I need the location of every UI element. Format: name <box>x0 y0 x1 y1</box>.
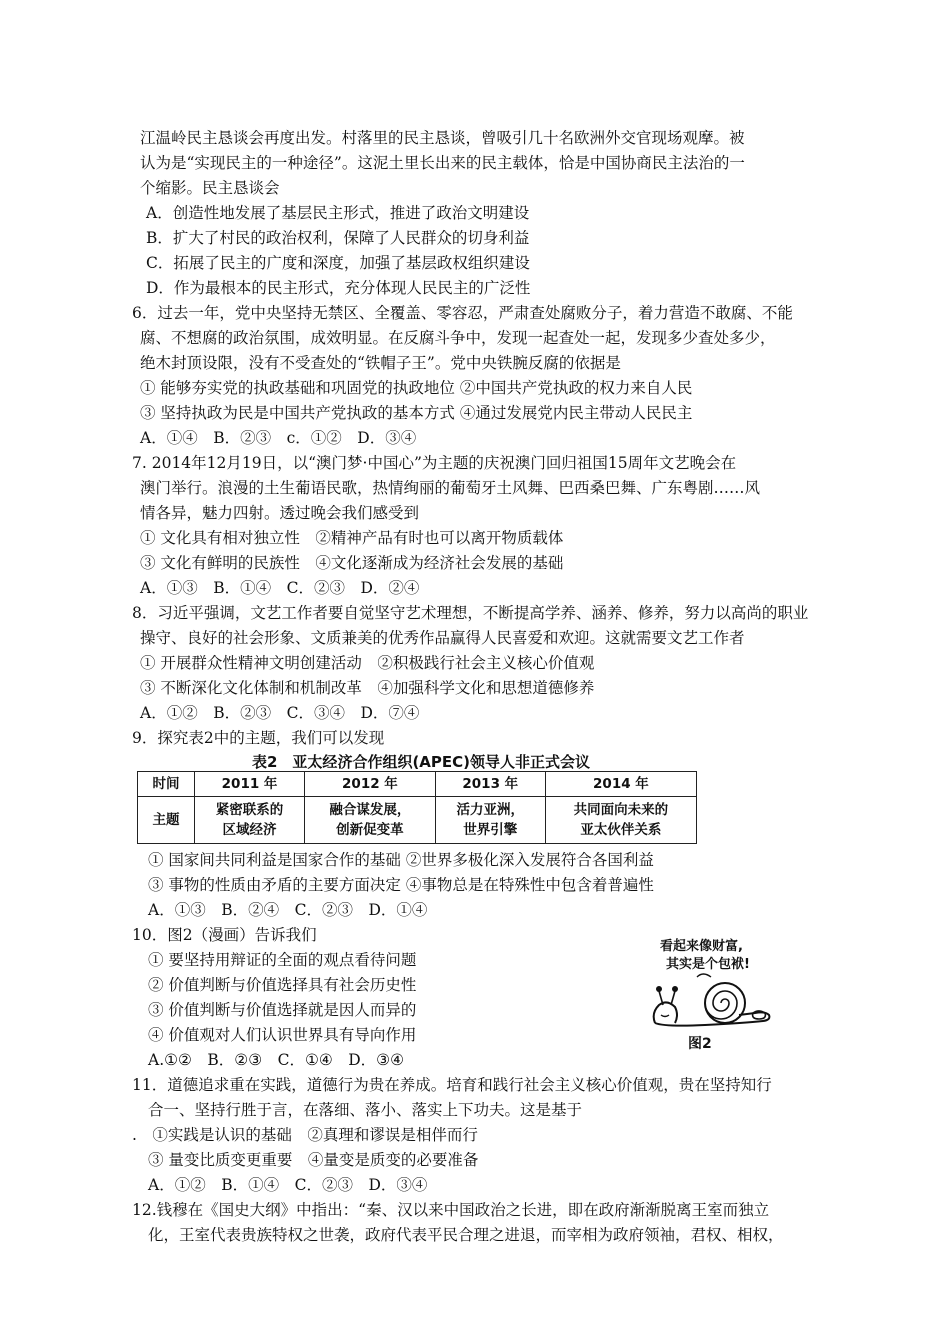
table-year-2013: 2013 年 <box>435 772 545 797</box>
q8-stem-line-1: 8．习近平强调，文艺工作者要自觉坚守艺术理想，不断提高学养、涵养、修养，努力以高尚的职业 <box>132 604 809 622</box>
q11-stem-line-1: 11．道德追求重在实践，道德行为贵在养成。培育和践行社会主义核心价值观，贵在坚持知行 <box>132 1076 772 1094</box>
cartoon-caption-line-2: 其实是个包袱! <box>666 957 750 972</box>
table-theme-row <box>138 797 697 844</box>
q10-item-1: ① 要坚持用辩证的全面的观点看待问题 <box>148 951 417 969</box>
q11-item-line-2: ③ 量变比质变更重要 ④量变是质变的必要准备 <box>148 1151 479 1169</box>
q5-stem-line-2: 认为是“实现民主的一种途径”。这泥土里长出来的民主载体，恰是中国协商民主法治的一 <box>140 154 745 172</box>
q9-stem: 9．探究表2中的主题，我们可以发现 <box>132 729 385 747</box>
table-row-label: 主题 <box>138 797 195 844</box>
q10-item-4: ④ 价值观对人们认识世界具有导向作用 <box>148 1026 417 1044</box>
snail-cartoon-icon <box>645 965 780 1035</box>
q12-stem-line-2: 化，王室代表贵族特权之世袭，政府代表平民合理之进退，而宰相为政府领袖，君权、相权， <box>148 1226 784 1244</box>
table-header-label: 时间 <box>138 772 195 797</box>
q8-item-line-1: ① 开展群众性精神文明创建活动 ②积极践行社会主义核心价值观 <box>140 654 595 672</box>
q11-answer-options: A．①② B．①④ C．②③ D．③④ <box>148 1176 428 1194</box>
theme-2011-line-1: 紧密联系的 <box>215 802 284 818</box>
q9-item-line-1: ① 国家间共同利益是国家合作的基础 ②世界多极化深入发展符合各国利益 <box>148 851 654 869</box>
theme-2011-line-2: 区域经济 <box>222 822 277 838</box>
q10-answer-options: A.①② B．②③ C．①④ D．③④ <box>148 1051 404 1069</box>
table-year-2011: 2011 年 <box>195 772 305 797</box>
q7-item-line-2: ③ 文化有鲜明的民族性 ④文化逐渐成为经济社会发展的基础 <box>140 554 564 572</box>
q10-stem: 10．图2（漫画）告诉我们 <box>132 926 317 944</box>
theme-2014-line-1: 共同面向未来的 <box>573 802 669 818</box>
table-year-2014: 2014 年 <box>545 772 696 797</box>
table-year-2012: 2012 年 <box>305 772 436 797</box>
q5-option-b: B．扩大了村民的政治权利，保障了人民群众的切身利益 <box>146 229 530 247</box>
table-theme-2012 <box>305 797 436 844</box>
q6-answer-options: A．①④ B．②③ c．①② D．③④ <box>140 429 417 447</box>
q10-item-3: ③ 价值判断与价值选择就是因人而异的 <box>148 1001 417 1019</box>
q5-stem-line-3: 个缩影。民主恳谈会 <box>140 179 280 197</box>
theme-2012-line-1: 融合谋发展， <box>329 802 411 818</box>
q6-stem-line-3: 绝木封顶设限，没有不受查处的“铁帽子王”。党中央铁腕反腐的依据是 <box>140 354 621 372</box>
table-theme-2014 <box>545 797 696 844</box>
q7-answer-options: A．①③ B．①④ C．②③ D．②④ <box>140 579 420 597</box>
apec-table <box>137 771 697 844</box>
table-header-row <box>138 772 697 797</box>
q6-item-line-2: ③ 坚持执政为民是中国共产党执政的基本方式 ④通过发展党内民主带动人民民主 <box>140 404 693 422</box>
table-2-title: 表2 亚太经济合作组织(APEC)领导人非正式会议 <box>252 753 591 771</box>
q5-option-d: D．作为最根本的民主形式，充分体现人民民主的广泛性 <box>146 279 531 297</box>
q11-item-line-1: . ①实践是认识的基础 ②真理和谬误是相伴而行 <box>132 1126 478 1144</box>
table-theme-2011 <box>195 797 305 844</box>
q6-item-line-1: ① 能够夯实党的执政基础和巩固党的执政地位 ②中国共产党执政的权力来自人民 <box>140 379 693 397</box>
q5-option-a: A．创造性地发展了基层民主形式，推进了政治文明建设 <box>146 204 530 222</box>
q5-option-c: C．拓展了民主的广度和深度，加强了基层政权组织建设 <box>146 254 530 272</box>
q8-stem-line-2: 操守、良好的社会形象、文质兼美的优秀作品赢得人民喜爱和欢迎。这就需要文艺工作者 <box>140 629 745 647</box>
q10-item-2: ② 价值判断与价值选择具有社会历史性 <box>148 976 417 994</box>
q12-stem-line-1: 12.钱穆在《国史大纲》中指出：“秦、汉以来中国政治之长进，即在政府渐渐脱离王室而独立 <box>132 1201 770 1219</box>
theme-2014-line-2: 亚太伙伴关系 <box>580 822 662 838</box>
theme-2012-line-2: 创新促变革 <box>336 822 404 838</box>
q8-answer-options: A．①② B．②③ C．③④ D．⑦④ <box>140 704 420 722</box>
figure-2-label: 图2 <box>688 1036 712 1052</box>
q5-stem-line-1: 江温岭民主恳谈会再度出发。村落里的民主恳谈，曾吸引几十名欧洲外交官现场观摩。被 <box>140 129 745 147</box>
q6-stem-line-2: 腐、不想腐的政治氛围，成效明显。在反腐斗争中，发现一起查处一起，发现多少查处多少， <box>140 329 776 347</box>
q6-stem-line-1: 6．过去一年，党中央坚持无禁区、全覆盖、零容忍，严肃查处腐败分子，着力营造不敢腐、不能 <box>132 304 793 322</box>
q7-stem-line-1: 7. 2014年12月19日，以“澳门梦·中国心”为主题的庆祝澳门回归祖国15周年文艺晚会在 <box>132 454 737 472</box>
table-theme-2013 <box>435 797 545 844</box>
q7-stem-line-2: 澳门举行。浪漫的土生葡语民歌，热情绚丽的葡萄牙土风舞、巴西桑巴舞、广东粤剧……风 <box>140 479 761 497</box>
cartoon-caption-line-1: 看起来像财富, <box>660 939 743 954</box>
q7-item-line-1: ① 文化具有相对独立性 ②精神产品有时也可以离开物质载体 <box>140 529 564 547</box>
q9-answer-options: A．①③ B．②④ C．②③ D．①④ <box>148 901 428 919</box>
q7-stem-line-3: 情各异，魅力四射。透过晚会我们感受到 <box>140 504 420 522</box>
theme-2013-line-2: 世界引擎 <box>463 822 518 838</box>
q8-item-line-2: ③ 不断深化文化体制和机制改革 ④加强科学文化和思想道德修养 <box>140 679 595 697</box>
q9-item-line-2: ③ 事物的性质由矛盾的主要方面决定 ④事物总是在特殊性中包含着普遍性 <box>148 876 654 894</box>
theme-2013-line-1: 活力亚洲， <box>456 802 525 818</box>
q11-stem-line-2: 合一、坚持行胜于言，在落细、落小、落实上下功夫。这是基于 <box>148 1101 583 1119</box>
